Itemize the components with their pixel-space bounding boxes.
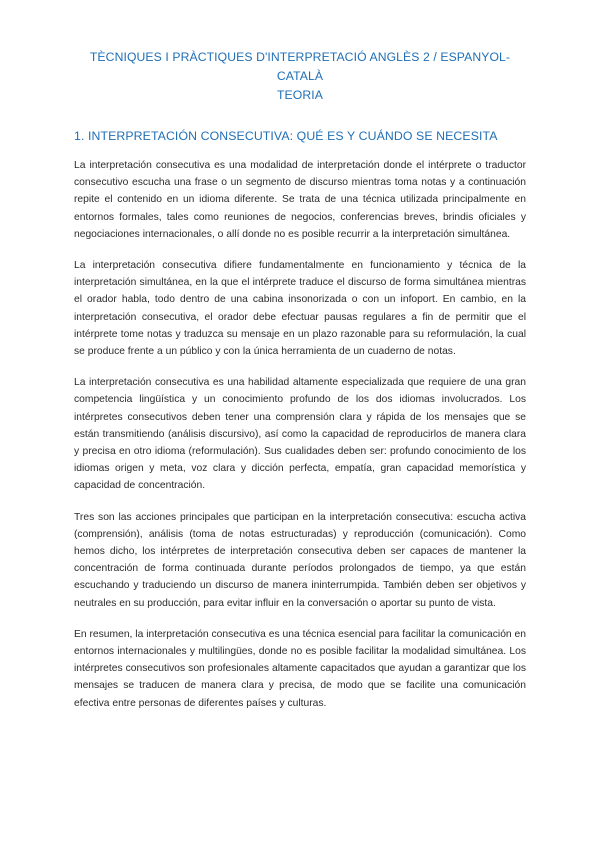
document-title-line-1: TÈCNIQUES I PRÀCTIQUES D'INTERPRETACIÓ ANGLÈS 2 / ESPANYOL-CATALÀ bbox=[89, 50, 511, 83]
paragraph-1: La interpretación consecutiva es una modalidad de interpretación donde el intérprete o traductor consecutivo escucha una frase o un segmento de discurso mientras toma notas y a continuación repite el contenido en un idioma diferente. Se trata de una técnica utilizada principalmente en entornos formales, tales como reuniones de negocios, conferencias breves, brindis oficiales y negociaciones internacionales, o allí donde no es posible recurrir a la interpretación simultánea. bbox=[74, 160, 526, 240]
document-title-line-2: TEORIA bbox=[277, 88, 323, 102]
paragraph-5: En resumen, la interpretación consecutiva es una técnica esencial para facilitar la comunicación en entornos internacionales y multilingües, donde no es posible facilitar la modalidad simultánea. Los intérpretes consecutivos son profesionales altamente capacitados que ayudan a garantizar que los mensajes se traducen de manera clara y precisa, de modo que se facilite una comunicación efectiva entre personas de diferentes países y culturas. bbox=[74, 628, 526, 709]
paragraph-2: La interpretación consecutiva difiere fundamentalmente en funcionamiento y técnica de la interpretación simultánea, en la que el intérprete traduce el discurso de forma simultánea mientras el orador habla, todo dentro de una cabina insonorizada o con un infoport. En cambio, en la interpretación consecutiva, el orador debe efectuar pausas regulares a fin de permitir que el intérprete tome notas y traduzca su mensaje en un plazo razonable para su reformulación, la cual se produce frente a un público y con la única herramienta de un cuaderno de notas. bbox=[74, 260, 526, 358]
document-title bbox=[74, 48, 526, 105]
paragraph-4: Tres son las acciones principales que participan en la interpretación consecutiva: escucha activa (comprensión), análisis (toma de notas estructuradas) y reproducción (comunicación). Como hemos dicho, los intérpretes de interpretación consecutiva deben ser capaces de mantener la concentración de forma continuada durante períodos prolongados de tiempo, ya que están escuchando y traduciendo un discurso de manera ininterrumpida. También deben ser objetivos y neutrales en su producción, para evitar influir en la conversación o aportar su punto de vista. bbox=[74, 511, 526, 609]
section-heading: 1. INTERPRETACIÓN CONSECUTIVA: QUÉ ES Y CUÁNDO SE NECESITA bbox=[74, 129, 498, 143]
paragraph-3: La interpretación consecutiva es una habilidad altamente especializada que requiere de una gran competencia lingüística y un conocimiento profundo de los dos idiomas involucrados. Los intérpretes consecutivos deben tener una comprensión clara y rápida de los mensajes que se están transmitiendo (análisis discursivo), así como la capacidad de reproducirlos de manera clara y precisa en otro idioma (reformulación). Sus cualidades deben ser: profundo conocimiento de los idiomas origen y meta, voz clara y dicción perfecta, empatía, gran capacidad memorística y capacidad de concentración. bbox=[74, 377, 526, 492]
